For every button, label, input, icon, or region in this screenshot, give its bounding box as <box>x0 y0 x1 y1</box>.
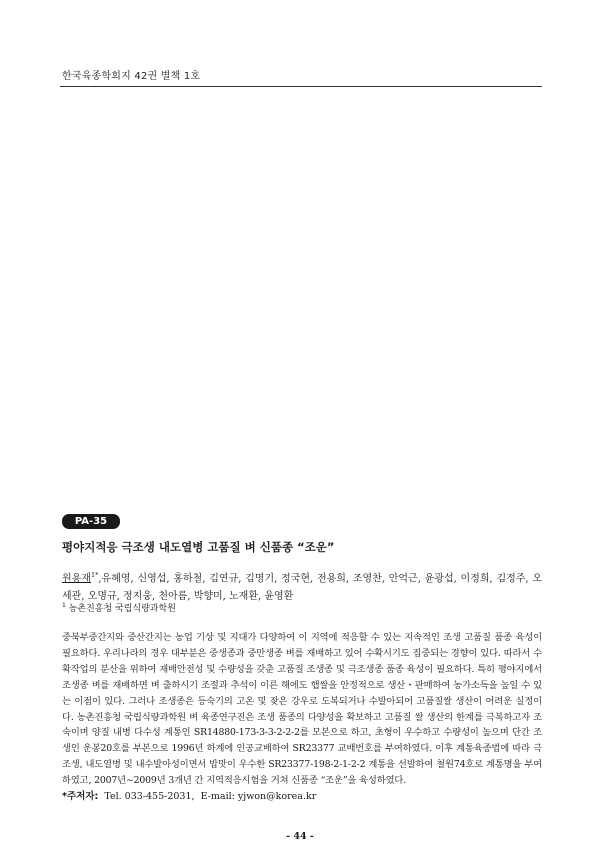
abstract-body: 중북부중간지와 중산간지는 농업 기상 및 지대가 다양하여 이 지역에 적응할 수 있는 지속적인 조생 고품질 품종 육성이 필요하다. 우리나라의 경우 대부분은 중생종과 중만생종 벼를 재배하고 있어 수확시기도 집중되는 경향이 있다. 따라서 수확작업의 분산을 위하여 재배안전성 및 수량성을 갖춘 고품질 조생종 및 극조생종 품종 육성이 필요하다. 특히 평야지에서 조생종 벼를 재배하면 벼 출하시기 조절과 추석이 이른 해에도 햅쌀을 안정적으로 생산・판매하여 농가소득을 높일 수 있는 이점이 있다. 그러나 조생종은 등숙기의 고온 및 잦은 강우로 도복되거나 수발아되어 고품질쌀 생산이 어려운 실정이다. 농촌진흥청 국립식량과학원 벼 육종연구진은 조생 품종의 다양성을 확보하고 고품질 쌀 생산의 한계를 극복하고자 조숙이며 양질 내병 다수성 계통인 SR14880-173-3-3-2-2-2를 모본으로 하고, 초형이 우수하고 수량성이 높으며 단간 조생인 운봉20호를 부본으로 1996년 하계에 인공교배하여 SR23377 교배번호를 부여하였다. 이후 계통육종법에 따라 극조생, 내도열병 및 내수발아성이면서 밥맛이 우수한 SR23377-198-2-1-2-2 계통을 선발하여 철원74호로 계통명을 부여하였고, 2007년∼2009년 3개년 간 지역적응시험을 거쳐 신품종 “조운”을 육성하였다. <box>62 632 542 787</box>
contact-tel: Tel. 033-455-2031, <box>104 791 195 802</box>
paper-title: 평야지적응 극조생 내도열병 고품질 벼 신품종 “조운” <box>62 540 335 554</box>
other-authors: ,유혜영, 신영섭, 홍하철, 김연규, 김명기, 정국현, 전용희, 조영찬, 안억근, 윤광섭, 이정희, 김정주, 오세관, 오명규, 정지웅, 천아름, 박향미, 노재환, 윤영환 <box>62 573 542 603</box>
first-author-marks: 1* <box>90 571 99 579</box>
affiliation <box>62 601 176 614</box>
paper-code-badge: PA-35 <box>62 514 120 529</box>
contact-email: E-mail: yjwon@korea.kr <box>200 791 317 802</box>
contact-label: *주저자: <box>62 791 99 802</box>
first-author: 원용재 <box>62 573 91 585</box>
page-number: - 44 - <box>286 831 314 842</box>
affiliation-mark: 1 <box>62 602 66 609</box>
corresponding-author <box>62 788 316 802</box>
affiliation-text: 농촌진흥청 국립식량과학원 <box>68 604 176 614</box>
header-rule <box>60 86 542 87</box>
journal-header: 한국육종학회지 42권 별책 1호 <box>62 71 201 82</box>
